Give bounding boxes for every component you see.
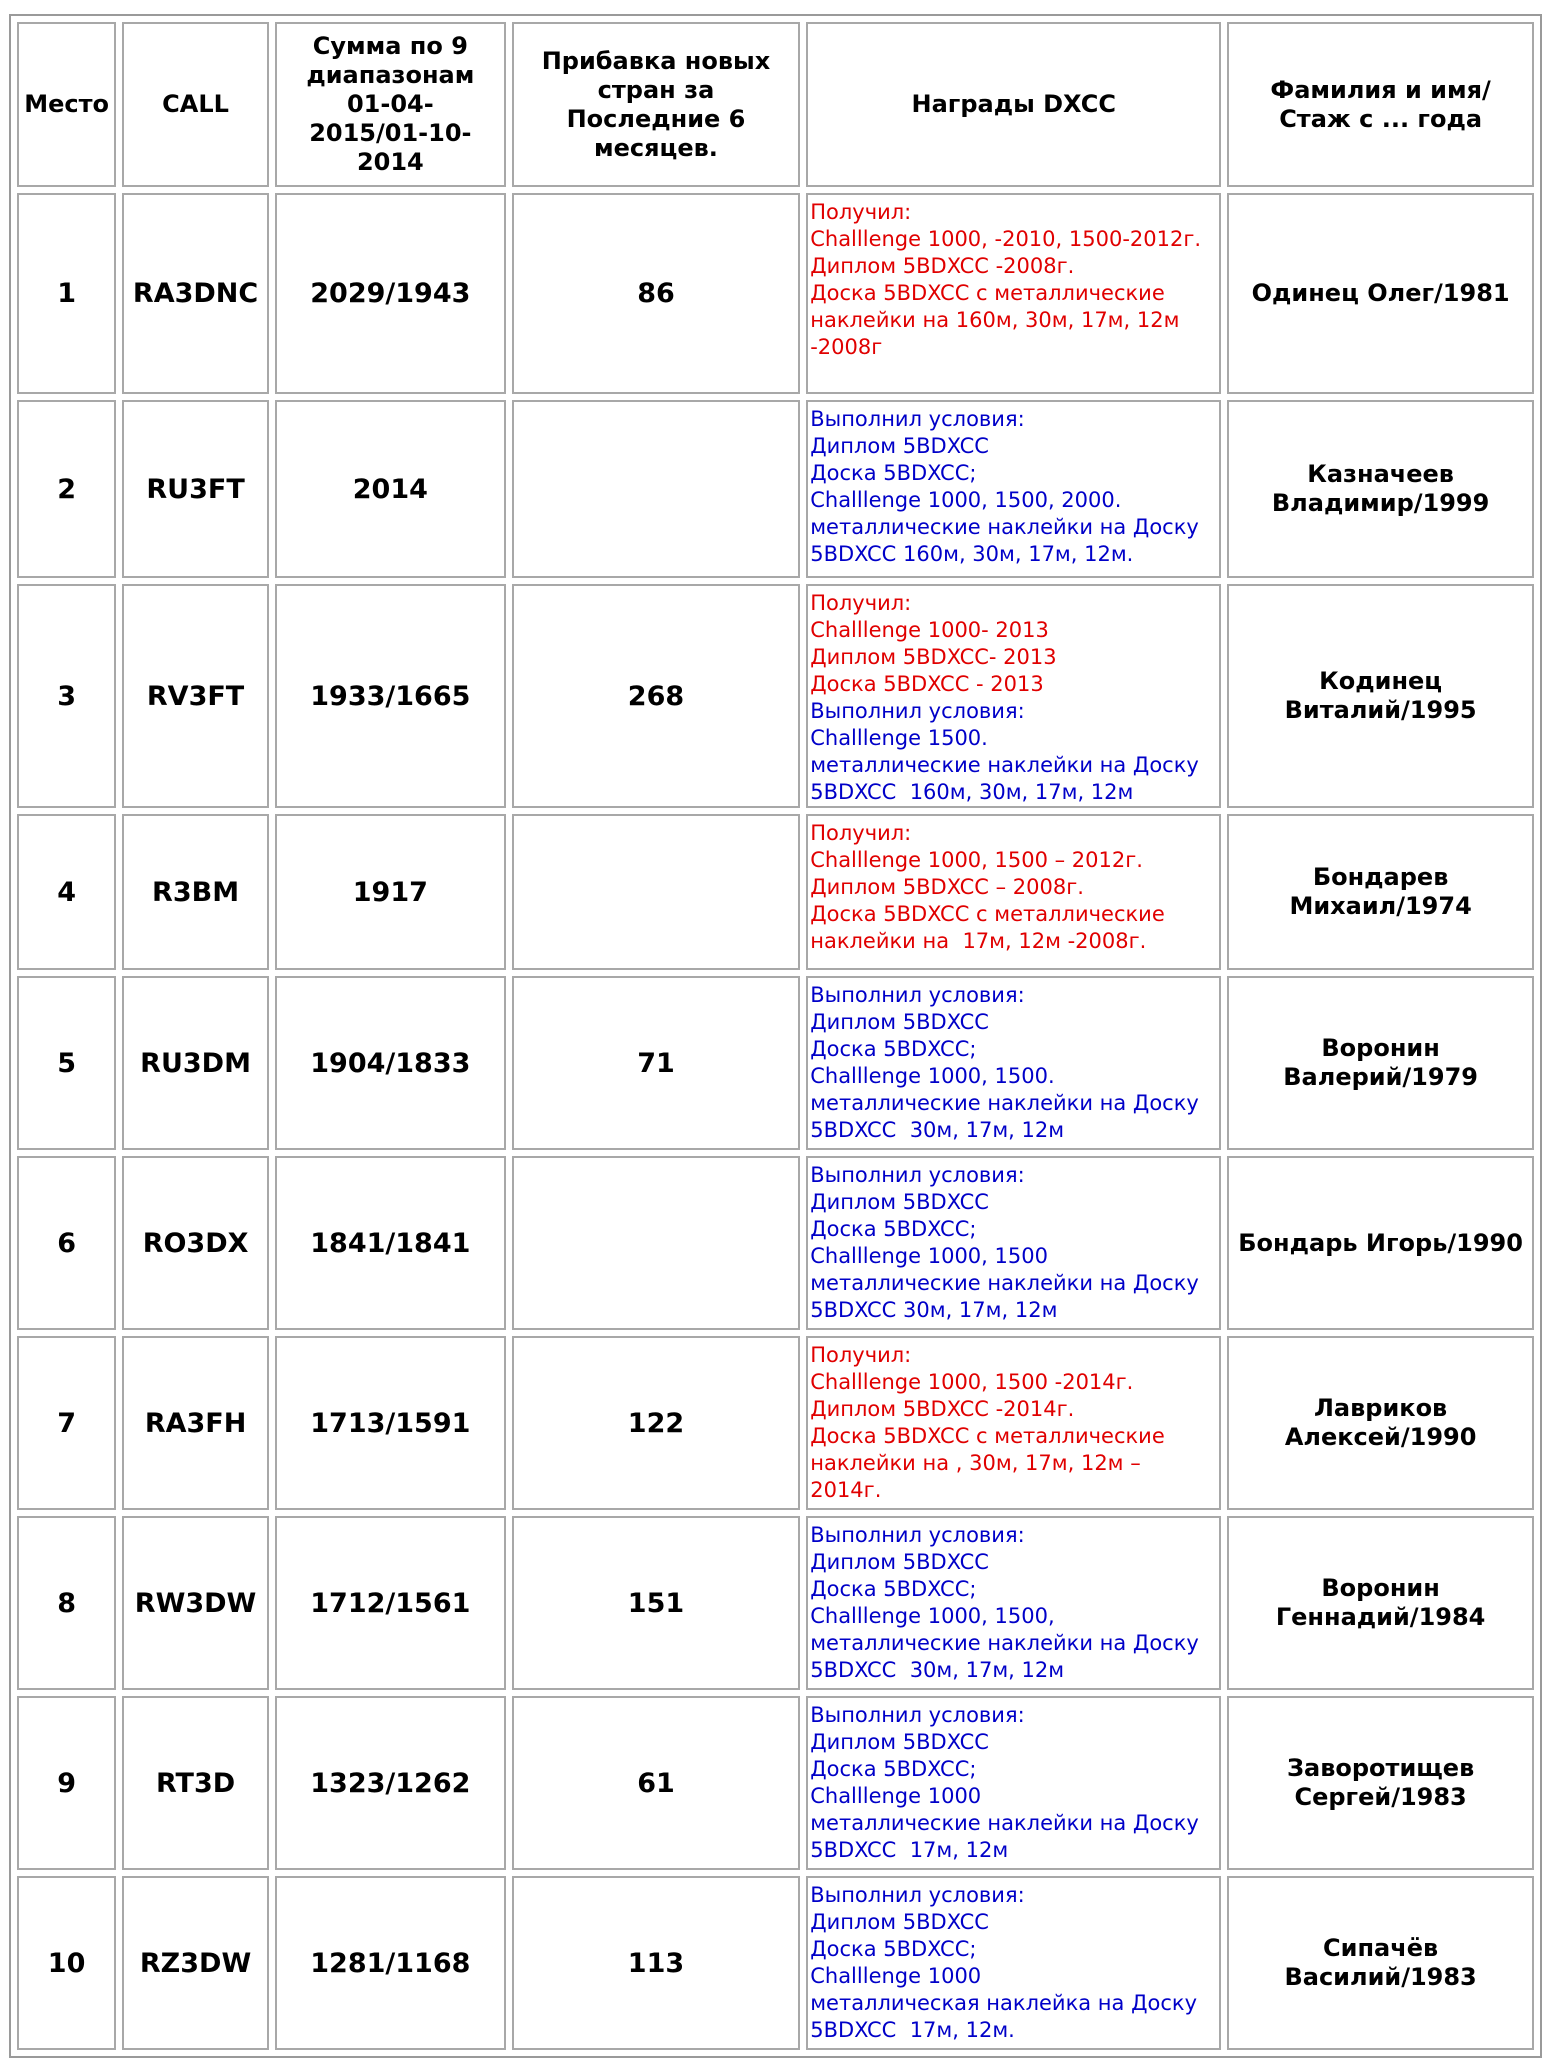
award-line-fulfilled: Challlenge 1000, 1500, 2000. — [810, 488, 1122, 512]
ranking-document — [9, 14, 1542, 2058]
awards-cell — [806, 193, 1221, 394]
sum-cell: 1917 — [275, 814, 506, 970]
added-cell: 122 — [512, 1336, 800, 1510]
awards-cell — [806, 976, 1221, 1150]
table-body — [17, 193, 1534, 2050]
award-line-fulfilled: Диплом 5BDXCC — [810, 1010, 989, 1034]
added-cell — [512, 400, 800, 578]
awards-cell — [806, 1516, 1221, 1690]
award-line-received: Доска 5BDXCC с металлические наклейки на 160м, 30м, 17м, 12м -2008г — [810, 281, 1187, 359]
added-cell — [512, 1156, 800, 1330]
award-line-fulfilled: Диплом 5BDXCC — [810, 1190, 989, 1214]
award-line-received: Доска 5BDXCC с металлические наклейки на 17м, 12м -2008г. — [810, 902, 1172, 953]
award-line-fulfilled: металлические наклейки на Доску 5BDXCC 30м, 17м, 12м — [810, 1271, 1206, 1322]
name-cell: Заворотищев Сергей/1983 — [1227, 1696, 1534, 1870]
award-line-fulfilled: металлические наклейки на Доску 5BDXCC 30м, 17м, 12м — [810, 1091, 1206, 1142]
award-line-fulfilled: Доска 5BDXCC; — [810, 1937, 977, 1961]
award-line-received: Доска 5BDXCC - 2013 — [810, 672, 1044, 696]
added-cell: 86 — [512, 193, 800, 394]
call-cell: RT3D — [122, 1696, 269, 1870]
award-line-fulfilled: Выполнил условия: — [810, 407, 1025, 431]
table-row — [17, 584, 1534, 808]
award-line-received: Получил: — [810, 1343, 912, 1367]
award-line-fulfilled: Диплом 5BDXCC — [810, 434, 989, 458]
table-row — [17, 400, 1534, 578]
table-row — [17, 814, 1534, 970]
place-cell: 9 — [17, 1696, 116, 1870]
table-row — [17, 1516, 1534, 1690]
place-cell: 5 — [17, 976, 116, 1150]
sum-cell: 1712/1561 — [275, 1516, 506, 1690]
name-cell: Лавриков Алексей/1990 — [1227, 1336, 1534, 1510]
award-line-fulfilled: Challlenge 1000, 1500. — [810, 1064, 1055, 1088]
place-cell: 1 — [17, 193, 116, 394]
sum-cell: 1933/1665 — [275, 584, 506, 808]
header-name: Фамилия и имя/ Стаж с ... года — [1227, 22, 1534, 187]
awards-cell — [806, 400, 1221, 578]
awards-cell — [806, 1156, 1221, 1330]
award-line-fulfilled: металлические наклейки на Доску 5BDXCC 17м, 12м — [810, 1811, 1206, 1862]
award-line-fulfilled: Доска 5BDXCC; — [810, 1577, 977, 1601]
sum-cell: 1323/1262 — [275, 1696, 506, 1870]
awards-cell — [806, 814, 1221, 970]
award-line-fulfilled: металлические наклейки на Доску 5BDXCC 160м, 30м, 17м, 12м. — [810, 515, 1206, 566]
name-cell: Сипачёв Василий/1983 — [1227, 1876, 1534, 2050]
sum-cell: 2029/1943 — [275, 193, 506, 394]
award-line-fulfilled: Доска 5BDXCC; — [810, 1757, 977, 1781]
call-cell: RZ3DW — [122, 1876, 269, 2050]
award-line-fulfilled: Выполнил условия: — [810, 699, 1025, 723]
award-line-fulfilled: Диплом 5BDXCC — [810, 1550, 989, 1574]
award-line-fulfilled: Challlenge 1500. — [810, 726, 988, 750]
award-line-received: Диплом 5BDXCC -2008г. — [810, 254, 1075, 278]
award-line-received: Получил: — [810, 200, 912, 224]
award-line-fulfilled: Диплом 5BDXCC — [810, 1910, 989, 1934]
award-line-fulfilled: Диплом 5BDXCC — [810, 1730, 989, 1754]
name-cell: Казначеев Владимир/1999 — [1227, 400, 1534, 578]
place-cell: 8 — [17, 1516, 116, 1690]
header-sum: Сумма по 9 диапазонам 01-04-2015/01-10-2014 — [275, 22, 506, 187]
awards-cell — [806, 584, 1221, 808]
award-line-fulfilled: Выполнил условия: — [810, 1883, 1025, 1907]
awards-cell — [806, 1336, 1221, 1510]
added-cell: 268 — [512, 584, 800, 808]
header-added: Прибавка новых стран за Последние 6 месяцев. — [512, 22, 800, 187]
added-cell: 151 — [512, 1516, 800, 1690]
added-cell: 61 — [512, 1696, 800, 1870]
place-cell: 2 — [17, 400, 116, 578]
place-cell: 3 — [17, 584, 116, 808]
award-line-received: Диплом 5BDXCC -2014г. — [810, 1397, 1075, 1421]
name-cell: Одинец Олег/1981 — [1227, 193, 1534, 394]
award-line-fulfilled: Challlenge 1000, 1500 — [810, 1244, 1048, 1268]
table-row — [17, 1696, 1534, 1870]
header-place: Место — [17, 22, 116, 187]
call-cell: RU3DM — [122, 976, 269, 1150]
place-cell: 7 — [17, 1336, 116, 1510]
name-cell: Кодинец Виталий/1995 — [1227, 584, 1534, 808]
award-line-fulfilled: металлическая наклейка на Доску 5BDXCC 17м, 12м. — [810, 1991, 1204, 2042]
award-line-received: Challlenge 1000, 1500 -2014г. — [810, 1370, 1134, 1394]
award-line-fulfilled: Доска 5BDXCC; — [810, 461, 977, 485]
call-cell: R3BM — [122, 814, 269, 970]
award-line-received: Доска 5BDXCC с металлические наклейки на , 30м, 17м, 12м – 2014г. — [810, 1424, 1172, 1502]
table-row — [17, 193, 1534, 394]
table-row — [17, 1156, 1534, 1330]
added-cell: 113 — [512, 1876, 800, 2050]
award-line-received: Challlenge 1000- 2013 — [810, 618, 1049, 642]
award-line-received: Challlenge 1000, -2010, 1500-2012г. — [810, 227, 1202, 251]
award-line-fulfilled: Challlenge 1000 — [810, 1784, 982, 1808]
place-cell: 10 — [17, 1876, 116, 2050]
call-cell: RV3FT — [122, 584, 269, 808]
header-row — [17, 22, 1534, 187]
added-cell: 71 — [512, 976, 800, 1150]
ranking-table — [9, 14, 1542, 2058]
award-line-received: Получил: — [810, 821, 912, 845]
award-line-fulfilled: Доска 5BDXCC; — [810, 1037, 977, 1061]
sum-cell: 1904/1833 — [275, 976, 506, 1150]
award-line-received: Получил: — [810, 591, 912, 615]
sum-cell: 1281/1168 — [275, 1876, 506, 2050]
name-cell: Воронин Геннадий/1984 — [1227, 1516, 1534, 1690]
sum-cell: 2014 — [275, 400, 506, 578]
award-line-fulfilled: металлические наклейки на Доску 5BDXCC 30м, 17м, 12м — [810, 1631, 1206, 1682]
award-line-received: Диплом 5BDXCC – 2008г. — [810, 875, 1084, 899]
award-line-fulfilled: металлические наклейки на Доску 5BDXCC 160м, 30м, 17м, 12м — [810, 753, 1206, 804]
name-cell: Воронин Валерий/1979 — [1227, 976, 1534, 1150]
award-line-fulfilled: Выполнил условия: — [810, 983, 1025, 1007]
call-cell: RA3DNC — [122, 193, 269, 394]
call-cell: RA3FH — [122, 1336, 269, 1510]
awards-cell — [806, 1696, 1221, 1870]
award-line-fulfilled: Выполнил условия: — [810, 1163, 1025, 1187]
sum-cell: 1713/1591 — [275, 1336, 506, 1510]
award-line-fulfilled: Challlenge 1000 — [810, 1964, 982, 1988]
award-line-received: Challlenge 1000, 1500 – 2012г. — [810, 848, 1143, 872]
table-row — [17, 1336, 1534, 1510]
name-cell: Бондарев Михаил/1974 — [1227, 814, 1534, 970]
place-cell: 6 — [17, 1156, 116, 1330]
award-line-fulfilled: Выполнил условия: — [810, 1523, 1025, 1547]
awards-cell — [806, 1876, 1221, 2050]
award-line-received: Диплом 5BDXCC- 2013 — [810, 645, 1057, 669]
call-cell: RU3FT — [122, 400, 269, 578]
header-call: CALL — [122, 22, 269, 187]
award-line-fulfilled: Challlenge 1000, 1500, — [810, 1604, 1055, 1628]
call-cell: RW3DW — [122, 1516, 269, 1690]
table-row — [17, 976, 1534, 1150]
name-cell: Бондарь Игорь/1990 — [1227, 1156, 1534, 1330]
place-cell: 4 — [17, 814, 116, 970]
table-row — [17, 1876, 1534, 2050]
added-cell — [512, 814, 800, 970]
award-line-fulfilled: Доска 5BDXCC; — [810, 1217, 977, 1241]
call-cell: RO3DX — [122, 1156, 269, 1330]
header-awards: Награды DXCC — [806, 22, 1221, 187]
award-line-fulfilled: Выполнил условия: — [810, 1703, 1025, 1727]
sum-cell: 1841/1841 — [275, 1156, 506, 1330]
